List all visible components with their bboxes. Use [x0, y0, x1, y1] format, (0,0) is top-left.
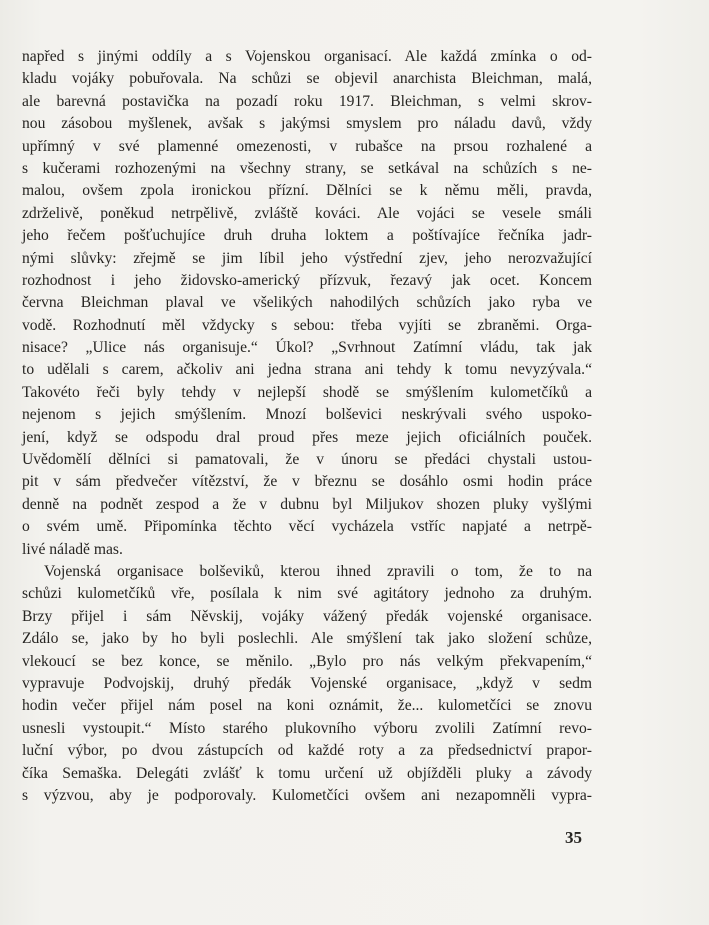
text-line: Takovéto řeči byly tehdy v nejlepší shodě se smýšlením kulometčíků a [22, 383, 592, 401]
text-line: o svém umě. Připomínka těchto věcí vycházela vstříc napjaté a netrpě- [22, 518, 592, 536]
text-line: s kučerami rozhozenými na všechny strany, se setkával na schůzích s ne- [22, 159, 592, 177]
text-line: luční výbor, po dvou zástupcích od každé roty a za předsednictví prapor- [22, 742, 592, 760]
text-line: hodin večer přijel nám posel na koni oznámit, že... kulometčíci se znovu [22, 697, 592, 715]
text-line: to udělali s carem, ačkoliv ani jedna strana ani tehdy k tomu nevyzývala.“ [22, 361, 592, 379]
text-line: vodě. Rozhodnutí měl vždycky s sebou: třeba vyjíti se zbraněmi. Orga- [22, 316, 592, 334]
text-line: nou zásobou myšlenek, avšak s jakýmsi smyslem pro náladu davů, vždy [22, 115, 592, 133]
text-line: napřed s jinými oddíly a s Vojenskou organisací. Ale každá zmínka o od- [22, 48, 592, 65]
text-line: Zdálo se, jako by ho byli poslechli. Ale smýšlení tak jako složení schůze, [22, 630, 592, 648]
text-line: vlekoucí se bez konce, se měnilo. „Bylo pro nás velkým překvapením,“ [22, 652, 592, 670]
paragraph [22, 561, 592, 807]
text-line: denně na podnět zespod a že v dubnu byl Miljukov shozen pluky vyšlými [22, 495, 592, 513]
text-line: Vojenská organisace bolševiků, kterou ihned zpravili o tom, že to na [44, 562, 592, 580]
text-line: jeho řečem pošťuchujíce druh druha loktem a poštívajíce řečníka jadr- [22, 227, 592, 245]
text-line: malou, ovšem zpola ironickou přízní. Dělníci se k němu měli, pravda, [22, 182, 592, 200]
text-line: ale barevná postavička na pozadí roku 1917. Bleichman, s velmi skrov- [22, 92, 592, 110]
text-line: schůzi kulometčíků vře, posílala k nim své agitátory jednoho za druhým. [22, 585, 592, 603]
text-line: vypravuje Podvojskij, druhý předák Vojenské organisace, „když v sedm [22, 674, 592, 692]
text-line: upřímný v své plamenné omezenosti, v rubašce na prsou rozhalené a [22, 137, 592, 155]
text-line: nisace? „Ulice nás organisuje.“ Úkol? „Svrhnout Zatímní vládu, tak jak [22, 339, 592, 357]
text-line: rozhodnost i jeho židovsko-americký přízvuk, řezavý jak ocet. Koncem [22, 271, 592, 289]
text-line: livé náladě mas. [22, 540, 123, 558]
text-line: jení, když se odspodu dral proud přes meze jejich oficiálních pouček. [22, 428, 592, 446]
text-line: nejenom s jejich smýšlením. Mnozí bolševici neskrývali svého uspoko- [22, 406, 592, 424]
text-line: kladu vojáky pobuřovala. Na schůzi se objevil anarchista Bleichman, malá, [22, 70, 592, 88]
text-line: zdrželivě, poněkud netrpělivě, zvláště kováci. Ale vojáci se vesele smáli [22, 204, 592, 222]
text-line: usnesli vystoupit.“ Místo starého plukovního výboru zvolili Zatímní revo- [22, 719, 592, 737]
text-line: pit v sám předvečer vítězství, že v březnu se dosáhlo osmi hodin práce [22, 473, 592, 491]
body-text [22, 46, 592, 807]
text-line: nými slůvky: zřejmě se jim líbil jeho výstřední zjev, jeho nerozvažující [22, 249, 592, 267]
text-line: Uvědomělí dělníci si pamatovali, že v únoru se předáci chystali ustou- [22, 451, 592, 469]
text-line: s výzvou, aby je podporovaly. Kulometčíci ovšem ani nezapomněli vypra- [22, 786, 592, 804]
text-line: Brzy přijel i sám Něvskij, vojáky vážený předák vojenské organisace. [22, 607, 592, 625]
paragraph [22, 46, 592, 561]
text-line: června Bleichman plaval ve všelikých nahodilých schůzích jako ryba ve [22, 294, 592, 312]
text-line: číka Semaška. Delegáti zvlášť k tomu určení už objížděli pluky a závody [22, 764, 592, 782]
page-number: 35 [565, 828, 582, 847]
